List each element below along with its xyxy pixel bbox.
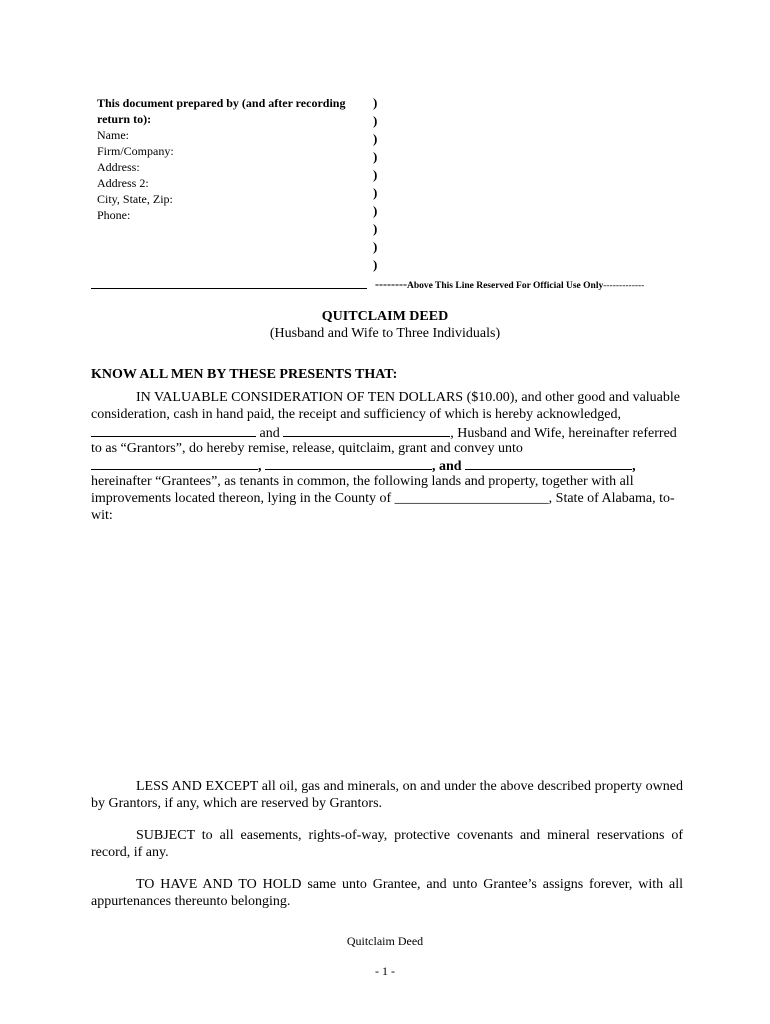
bracket-glyph: ) — [373, 239, 378, 254]
grantor-1-blank[interactable] — [91, 424, 256, 437]
preparer-name-label: Name: — [97, 128, 129, 142]
bracket-glyph: ) — [373, 113, 378, 128]
county-intro: improvements located thereon, lying in the County of — [91, 491, 395, 506]
bracket-glyph: ) — [373, 149, 378, 164]
county-blank[interactable]: ______________________ — [394, 491, 549, 506]
consideration-line-4: to as “Grantors”, do hereby remise, release, quitclaim, grant and convey unto — [91, 441, 523, 456]
preparer-block — [97, 95, 367, 223]
bracket-glyph: ) — [373, 185, 378, 200]
page-footer: Quitclaim Deed — [346, 934, 424, 948]
bracket-glyph: ) — [373, 131, 378, 146]
know-all-heading: KNOW ALL MEN BY THESE PRESENTS THAT: — [91, 367, 398, 382]
consideration-line-7 — [91, 491, 683, 508]
grantor-2-blank[interactable] — [283, 424, 450, 437]
consideration-line-6: hereinafter “Grantees”, as tenants in common, the following lands and property, together with all — [91, 474, 634, 489]
grantee-comma: , — [258, 459, 265, 474]
reserved-dashes: -------- — [375, 277, 407, 291]
deed-title: QUITCLAIM DEED — [321, 309, 449, 324]
reserved-line-notice — [375, 277, 644, 292]
subject-to-paragraph: SUBJECT to all easements, rights-of-way, protective covenants and mineral reservations of record, if any. — [91, 828, 683, 860]
bracket-glyph: ) — [373, 257, 378, 272]
husband-wife-text: , Husband and Wife, hereinafter referred — [450, 426, 677, 441]
consideration-line-2: consideration, cash in hand paid, the receipt and sufficiency of which is hereby acknowledged, — [91, 407, 622, 422]
bracket-column — [373, 94, 377, 274]
habendum-paragraph: TO HAVE AND TO HOLD same unto Grantee, and unto Grantee’s assigns forever, with all appurtenances thereunto belonging. — [91, 877, 683, 909]
page-number: - 1 - — [375, 964, 395, 978]
reserved-text: Above This Line Reserved For Official Use Only — [406, 281, 604, 291]
and-connector: and — [256, 426, 284, 441]
consideration-line-8: wit: — [91, 508, 113, 523]
preparer-address-label: Address: — [97, 160, 140, 174]
reserved-trail: ------------- — [603, 281, 645, 291]
bracket-glyph: ) — [373, 203, 378, 218]
grantees-line — [91, 457, 683, 476]
less-except-paragraph: LESS AND EXCEPT all oil, gas and minerals, on and under the above described property owned by Grantors, if any, which are reserved by Grantors. — [91, 779, 683, 811]
state-text: , State of Alabama, to- — [548, 491, 675, 506]
preparer-firm-label: Firm/Company: — [97, 144, 174, 158]
bracket-glyph: ) — [373, 167, 378, 182]
grantee-and: , and — [432, 459, 466, 474]
grantee-comma-end: , — [632, 459, 636, 474]
preparer-city-label: City, State, Zip: — [97, 192, 173, 206]
bracket-glyph: ) — [373, 221, 378, 236]
grantee-1-blank[interactable] — [91, 457, 258, 470]
preparer-phone-label: Phone: — [97, 208, 131, 222]
preparer-address2-label: Address 2: — [97, 176, 149, 190]
deed-subtitle: (Husband and Wife to Three Individuals) — [269, 326, 501, 341]
recording-divider-line — [91, 288, 367, 289]
consideration-line-3 — [91, 424, 683, 443]
grantee-2-blank[interactable] — [265, 457, 432, 470]
preparer-heading: This document prepared by (and after recording return to): — [97, 96, 346, 126]
grantee-3-blank[interactable] — [465, 457, 632, 470]
consideration-line-1: IN VALUABLE CONSIDERATION OF TEN DOLLARS ($10.00), and other good and valuable — [136, 390, 681, 405]
bracket-glyph: ) — [373, 95, 378, 110]
